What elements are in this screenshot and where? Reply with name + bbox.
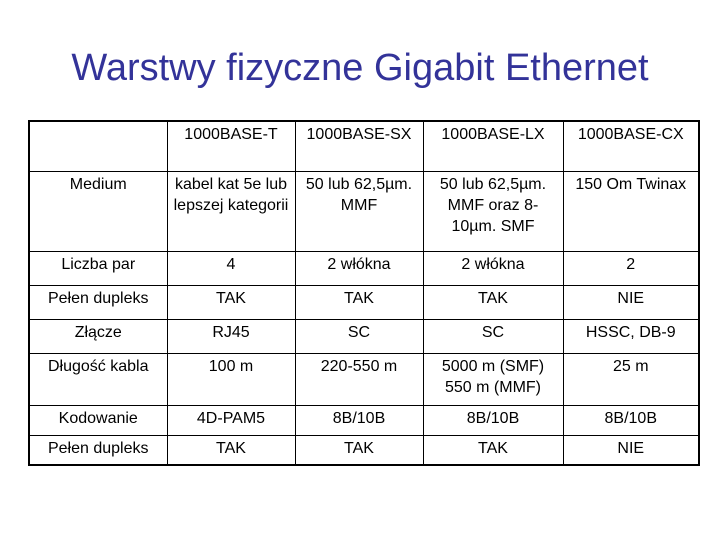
header-corner-cell xyxy=(29,121,167,171)
table-cell: HSSC, DB-9 xyxy=(563,319,699,353)
table-cell: RJ45 xyxy=(167,319,295,353)
table-cell: 50 lub 62,5µm. MMF xyxy=(295,171,423,251)
table-cell: 5000 m (SMF) 550 m (MMF) xyxy=(423,353,563,405)
header-1000base-lx: 1000BASE-LX xyxy=(423,121,563,171)
table-cell: 100 m xyxy=(167,353,295,405)
row-label: Złącze xyxy=(29,319,167,353)
table-cell: 8B/10B xyxy=(295,405,423,435)
table-cell: 25 m xyxy=(563,353,699,405)
table-row xyxy=(29,285,699,319)
table-row xyxy=(29,319,699,353)
row-label: Liczba par xyxy=(29,251,167,285)
table-cell: 4D-PAM5 xyxy=(167,405,295,435)
table-cell: NIE xyxy=(563,435,699,465)
table-cell: 2 włókna xyxy=(423,251,563,285)
table-cell: TAK xyxy=(167,435,295,465)
table-row xyxy=(29,251,699,285)
table-cell: 8B/10B xyxy=(563,405,699,435)
row-label: Pełen dupleks xyxy=(29,285,167,319)
table-cell: TAK xyxy=(423,285,563,319)
row-label: Medium xyxy=(29,171,167,251)
table-row xyxy=(29,405,699,435)
table-cell: 50 lub 62,5µm. MMF oraz 8-10µm. SMF xyxy=(423,171,563,251)
row-label: Długość kabla xyxy=(29,353,167,405)
slide-title: Warstwy fizyczne Gigabit Ethernet xyxy=(71,47,649,89)
table-cell: 220-550 m xyxy=(295,353,423,405)
header-1000base-t: 1000BASE-T xyxy=(167,121,295,171)
table-cell: 150 Om Twinax xyxy=(563,171,699,251)
row-label: Kodowanie xyxy=(29,405,167,435)
header-1000base-cx: 1000BASE-CX xyxy=(563,121,699,171)
table-cell: TAK xyxy=(295,435,423,465)
table-cell: 2 xyxy=(563,251,699,285)
header-1000base-sx: 1000BASE-SX xyxy=(295,121,423,171)
spec-table xyxy=(28,120,700,466)
table-cell: 2 włókna xyxy=(295,251,423,285)
table-row xyxy=(29,435,699,465)
table-cell: SC xyxy=(423,319,563,353)
table-cell: NIE xyxy=(563,285,699,319)
table-header-row xyxy=(29,121,699,171)
table-row xyxy=(29,171,699,251)
table-cell: 4 xyxy=(167,251,295,285)
table-row xyxy=(29,353,699,405)
table-cell: TAK xyxy=(423,435,563,465)
table-cell: TAK xyxy=(295,285,423,319)
row-label: Pełen dupleks xyxy=(29,435,167,465)
table-cell: TAK xyxy=(167,285,295,319)
table-cell: SC xyxy=(295,319,423,353)
table-cell: kabel kat 5e lub lepszej kategorii xyxy=(167,171,295,251)
table-cell: 8B/10B xyxy=(423,405,563,435)
